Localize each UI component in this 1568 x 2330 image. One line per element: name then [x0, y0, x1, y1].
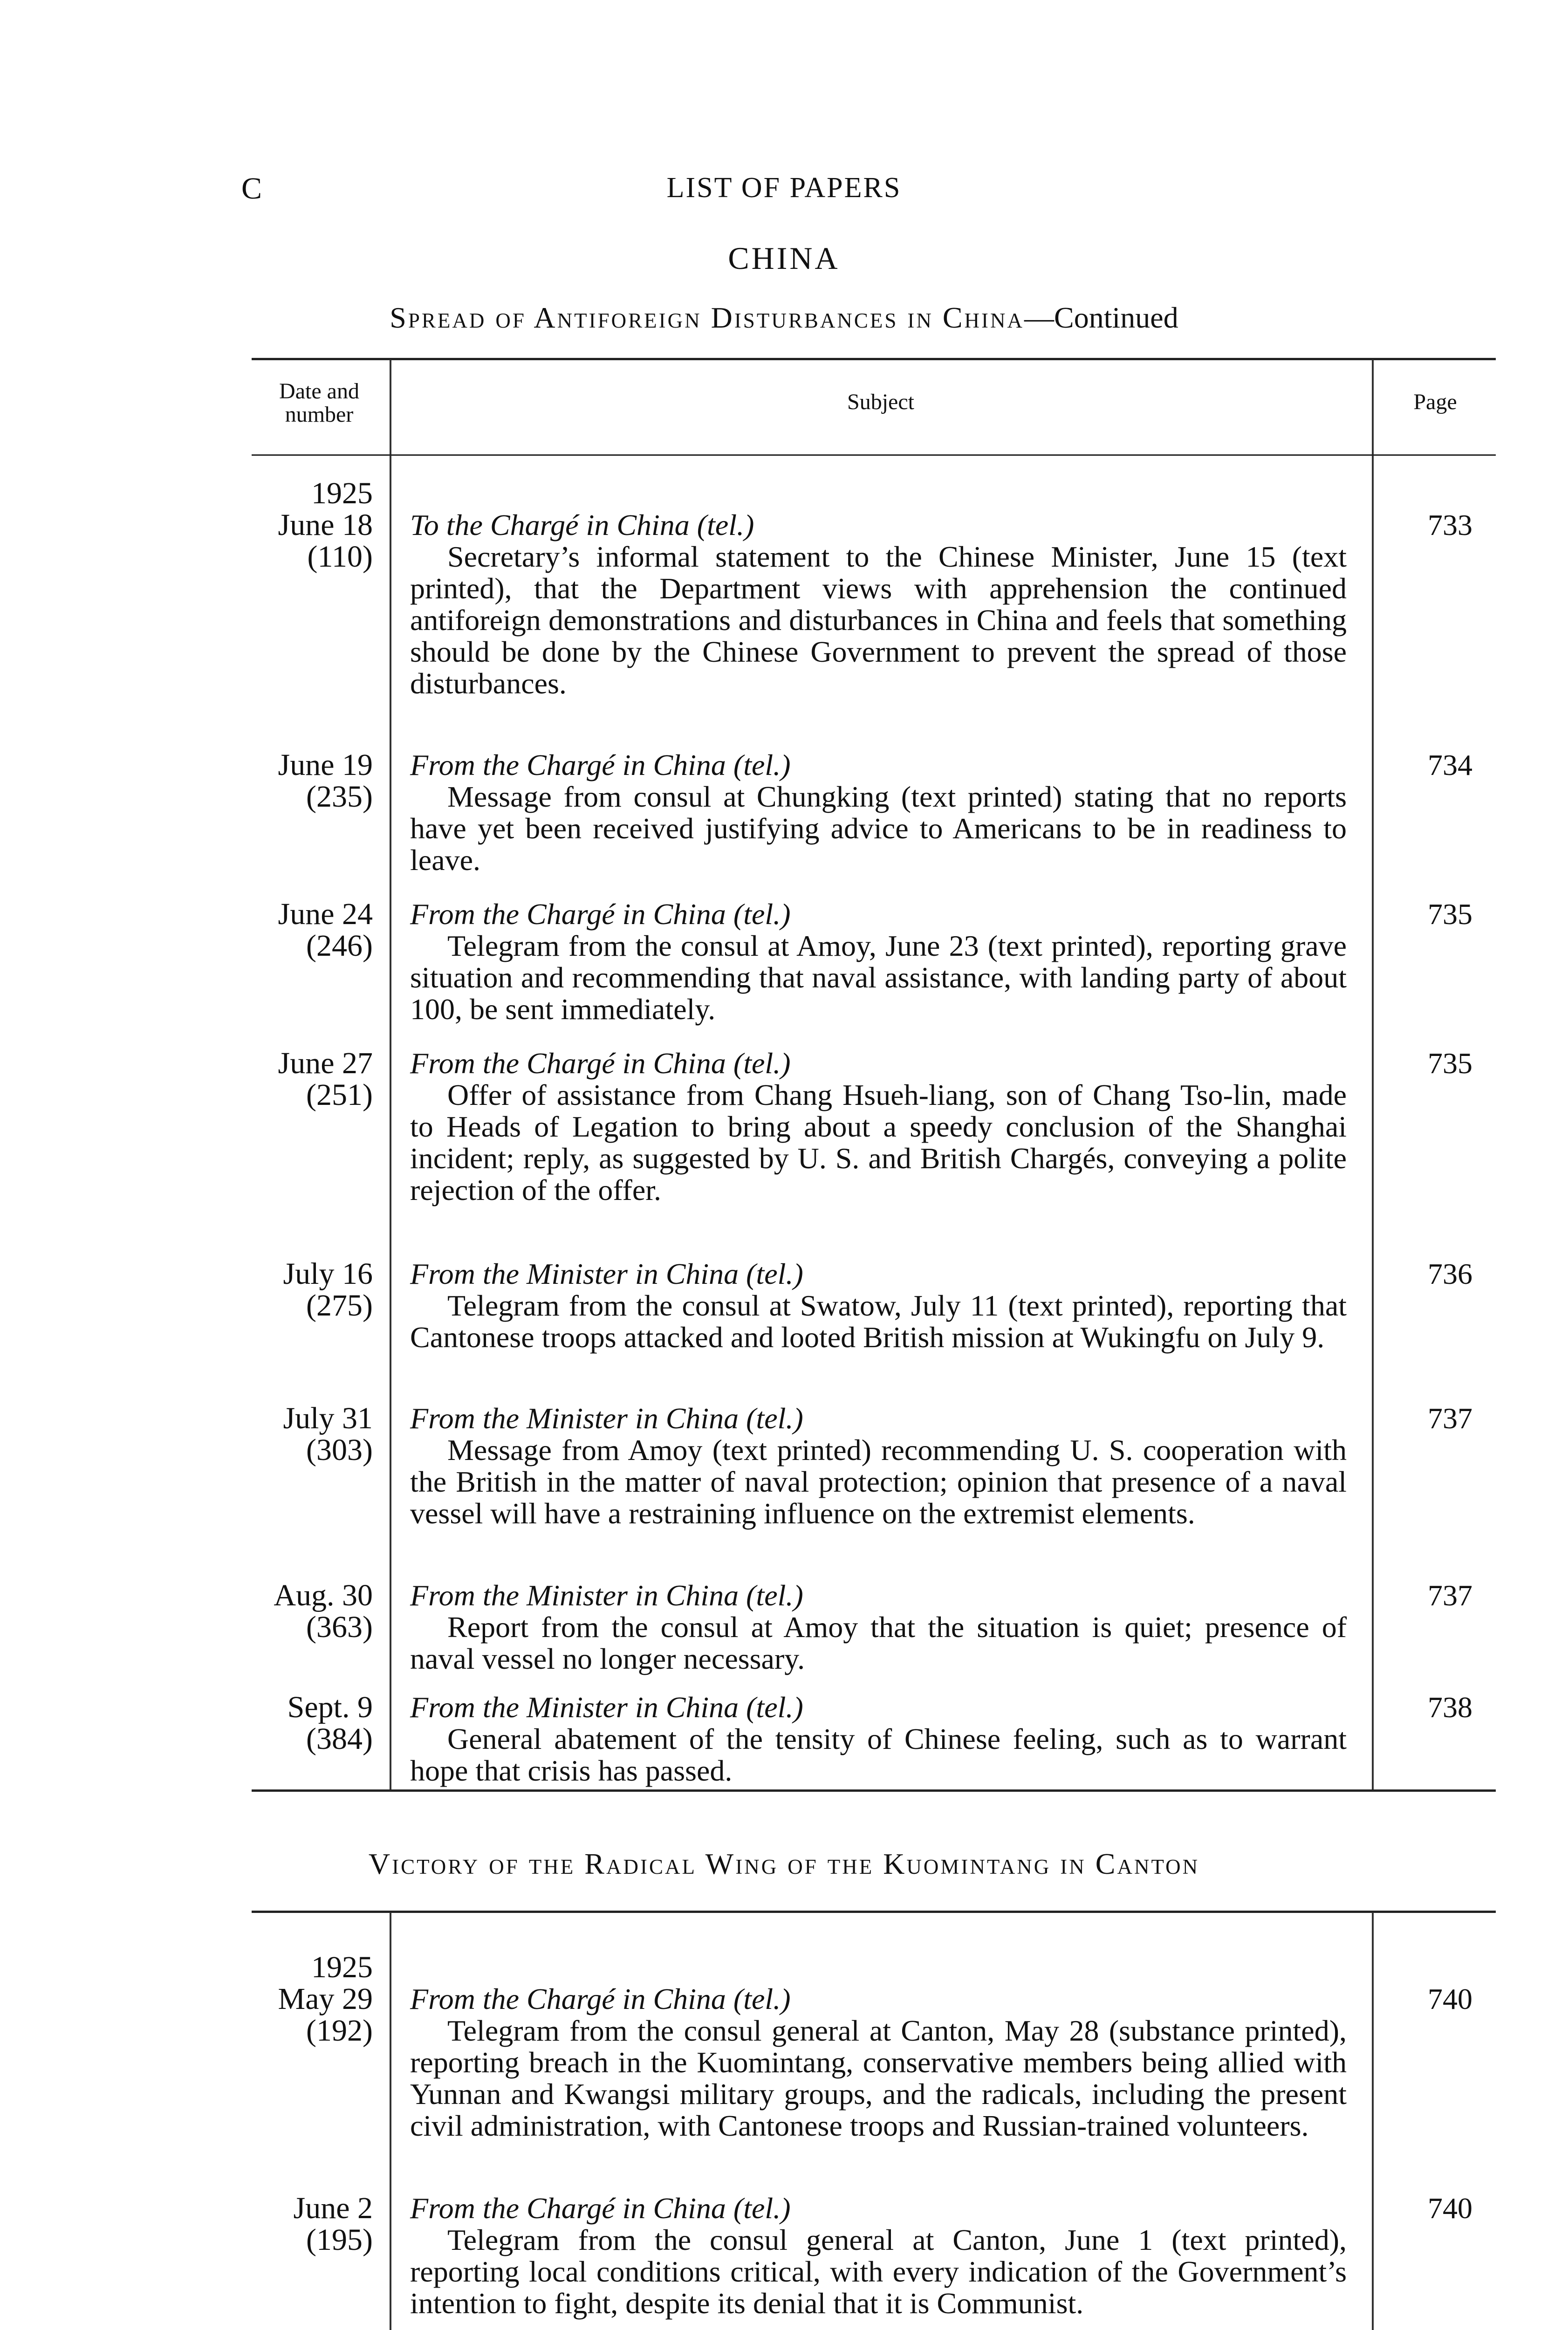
- entry-page: 734: [1428, 748, 1472, 781]
- entry-source: From the Minister in China (tel.): [410, 1402, 803, 1435]
- column-header-page: Page: [1413, 390, 1457, 414]
- entry-source: From the Minister in China (tel.): [410, 1579, 803, 1612]
- entry-date: July 31: [283, 1401, 373, 1435]
- entry-subject: [410, 1983, 1347, 2142]
- column-header-subject: Subject: [847, 390, 914, 414]
- table-row: [233, 749, 373, 813]
- section-title-suffix: —Continued: [1024, 301, 1178, 334]
- entry-source: To the Chargé in China (tel.): [410, 508, 754, 541]
- entry-date: June 18: [278, 508, 373, 542]
- table-row: [233, 1048, 373, 1111]
- entry-summary: Telegram from the consul general at Canton, June 1 (text printed), reporting local conditions critical, with every indication of the Government’s intention to fight, despite its denial that it is Communist.: [410, 2223, 1347, 2320]
- entry-summary: Secretary’s informal statement to the Chinese Minister, June 15 (text printed), that the Department views with apprehension the continued antiforeign demonstrations and disturbances in China and feels that something should be done by the Chinese Government to prevent the spread of those disturbances.: [410, 540, 1347, 700]
- section-title-spread: [0, 303, 1568, 333]
- entry-summary: Telegram from the consul general at Canton, May 28 (substance printed), reporting breach in the Kuomintang, conservative members being allied with Yunnan and Kwangsi military groups, and the radicals, including the present civil administration, with Cantonese troops and Russian-trained volunteers.: [410, 2014, 1347, 2142]
- entry-date: June 27: [278, 1046, 373, 1080]
- entry-page: 737: [1428, 1579, 1472, 1612]
- entry-subject: [410, 1403, 1347, 1529]
- table2-column-divider-right: [1372, 1912, 1374, 2330]
- entry-number: (195): [306, 2223, 373, 2257]
- entry-number: (251): [306, 1078, 373, 1112]
- column-header-date-line1: Date and: [279, 379, 359, 404]
- entry-summary: General abatement of the tensity of Chinese feeling, such as to warrant hope that crisis has passed.: [410, 1722, 1347, 1787]
- entry-date: May 29: [278, 1982, 373, 2016]
- entry-page: 735: [1428, 1047, 1472, 1080]
- table-row: [233, 509, 373, 573]
- entry-page: 740: [1428, 1982, 1472, 2015]
- entry-page: 738: [1428, 1691, 1472, 1724]
- entry-number: (363): [306, 1610, 373, 1644]
- entry-page: 740: [1428, 2192, 1472, 2225]
- country-heading: CHINA: [728, 240, 840, 276]
- table-row: [233, 1983, 373, 2047]
- entry-summary: Message from Amoy (text printed) recommending U. S. cooperation with the British in the matter of naval protection; opinion that presence of a naval vessel will have a restraining influence on the extremist elements.: [410, 1433, 1347, 1530]
- entry-number: (235): [306, 780, 373, 814]
- entry-source: From the Chargé in China (tel.): [410, 898, 791, 931]
- table-row: [233, 1580, 373, 1643]
- entry-source: From the Chargé in China (tel.): [410, 2192, 791, 2225]
- table-row: [233, 1692, 373, 1755]
- running-head: LIST OF PAPERS: [666, 172, 902, 204]
- entry-date: June 19: [278, 748, 373, 782]
- table-row: [233, 1403, 373, 1466]
- entry-number: (275): [306, 1288, 373, 1323]
- table-bottom-rule: [252, 1789, 1496, 1792]
- table-row: [233, 1258, 373, 1322]
- column-divider-left: [390, 360, 391, 1789]
- entry-page: 736: [1428, 1257, 1472, 1290]
- entry-date: July 16: [283, 1257, 373, 1291]
- entry-subject: [410, 1580, 1347, 1675]
- table2-column-divider-left: [390, 1912, 391, 2330]
- table-row: [233, 2193, 373, 2256]
- column-divider-right: [1372, 360, 1374, 1789]
- page-folio: C: [241, 171, 262, 206]
- entry-date: June 24: [278, 897, 373, 931]
- entry-summary: Report from the consul at Amoy that the situation is quiet; presence of naval vessel no longer necessary.: [410, 1610, 1347, 1675]
- entry-subject: [410, 2193, 1347, 2319]
- entry-subject: [410, 749, 1347, 876]
- column-header-date-line2: number: [285, 402, 354, 427]
- section-title-text: Victory of the Radical Wing of the Kuomintang in Canton: [368, 1847, 1200, 1880]
- entry-date: Aug. 30: [274, 1578, 373, 1612]
- column-header-rule: [252, 454, 1496, 456]
- table-top-rule: [252, 358, 1496, 360]
- table2-top-rule: [252, 1911, 1496, 1913]
- entry-summary: Message from consul at Chungking (text printed) stating that no reports have yet been received justifying advice to Americans to be in readiness to leave.: [410, 780, 1347, 877]
- entry-subject: [410, 898, 1347, 1025]
- entry-summary: Telegram from the consul at Amoy, June 23 (text printed), reporting grave situation and recommending that naval assistance, with landing party of about 100, be sent immediately.: [410, 929, 1347, 1026]
- entry-page: 737: [1428, 1402, 1472, 1435]
- entry-summary: Telegram from the consul at Swatow, July 11 (text printed), reporting that Cantonese troops attacked and looted British mission at Wukingfu on July 9.: [410, 1289, 1347, 1354]
- entry-source: From the Chargé in China (tel.): [410, 1982, 791, 2015]
- entry-number: (192): [306, 2014, 373, 2048]
- entry-source: From the Minister in China (tel.): [410, 1691, 803, 1724]
- entry-page: 735: [1428, 898, 1472, 931]
- entry-source: From the Minister in China (tel.): [410, 1257, 803, 1290]
- entry-source: From the Chargé in China (tel.): [410, 1047, 791, 1080]
- section-title-victory: [0, 1849, 1568, 1879]
- entry-summary: Offer of assistance from Chang Hsueh-liang, son of Chang Tso-lin, made to Heads of Legation to bring about a speedy conclusion of the Shanghai incident; reply, as suggested by U. S. and British Chargés, conveying a polite rejection of the offer.: [410, 1078, 1347, 1206]
- entry-date: Sept. 9: [287, 1690, 373, 1724]
- entry-number: (246): [306, 929, 373, 963]
- entry-number: (384): [306, 1722, 373, 1756]
- column-header-date: [252, 380, 387, 427]
- entry-date: June 2: [293, 2191, 373, 2225]
- entry-subject: [410, 1692, 1347, 1787]
- section-title-text: Spread of Antiforeign Disturbances in China: [390, 301, 1025, 334]
- section2-year: 1925: [311, 1950, 373, 1984]
- entry-subject: [410, 1048, 1347, 1206]
- entry-subject: [410, 509, 1347, 699]
- entry-page: 733: [1428, 508, 1472, 541]
- table-row: [233, 898, 373, 962]
- entry-subject: [410, 1258, 1347, 1353]
- entry-number: (303): [306, 1433, 373, 1467]
- section1-year: 1925: [311, 476, 373, 510]
- entry-source: From the Chargé in China (tel.): [410, 748, 791, 781]
- entry-number: (110): [307, 540, 373, 574]
